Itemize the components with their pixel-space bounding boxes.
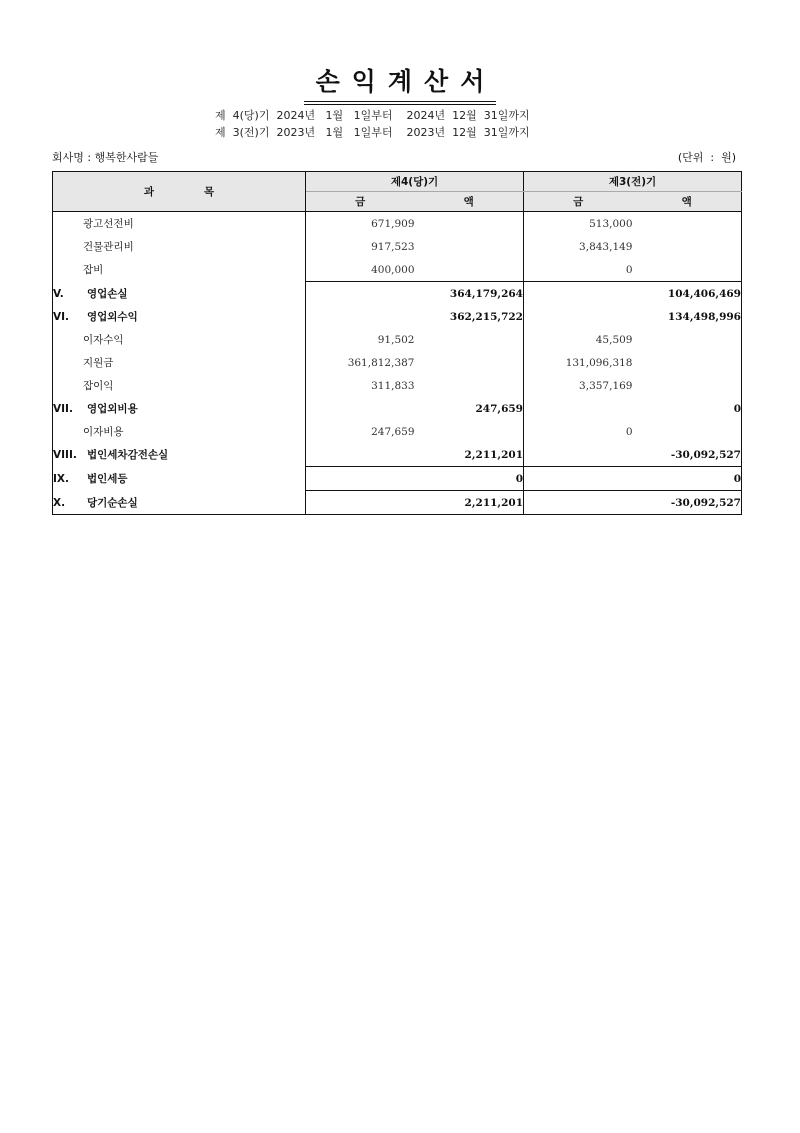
account-name-cell	[53, 467, 306, 491]
table-row	[53, 235, 742, 258]
amount-p3-detail: 3,357,169	[524, 374, 633, 397]
table-row	[53, 212, 742, 236]
account-name-cell	[53, 443, 306, 467]
account-name-cell	[53, 305, 306, 328]
amount-p4-total	[415, 235, 524, 258]
account-label: 영업손실	[87, 287, 128, 300]
period-previous: 제 3(전)기 2023년 1월 1일부터 2023년 12월 31일까지	[215, 126, 530, 139]
period-current: 제 4(당)기 2024년 1월 1일부터 2024년 12월 31일까지	[215, 109, 530, 122]
amount-p4-total	[415, 374, 524, 397]
title-block	[0, 62, 800, 105]
section-number: VIII.	[53, 449, 77, 462]
amount-p3-total: -30,092,527	[633, 491, 742, 515]
account-label: 지원금	[83, 357, 114, 369]
section-number: VI.	[53, 311, 70, 323]
amount-p3-detail	[524, 491, 633, 515]
table-row	[53, 443, 742, 467]
account-name-cell	[53, 351, 306, 374]
amount-p4-total	[415, 258, 524, 282]
amount-p4-detail	[306, 491, 415, 515]
amount-p4-total: 2,211,201	[415, 443, 524, 467]
amount-p4-detail: 400,000	[306, 258, 415, 282]
account-name-cell	[53, 420, 306, 443]
account-label: 잡이익	[83, 380, 114, 392]
account-label: 이자수익	[83, 334, 124, 346]
account-name-cell	[53, 258, 306, 282]
amount-p4-total: 247,659	[415, 397, 524, 420]
amount-p3-total: -30,092,527	[670, 448, 741, 461]
period3-amount-header-left: 금	[524, 192, 633, 212]
amount-p4-total: 362,215,722	[415, 305, 524, 328]
period4-amount-header-right: 액	[415, 192, 524, 212]
account-label: 잡비	[83, 264, 104, 277]
amount-p4-detail: 361,812,387	[306, 351, 415, 374]
amount-p3-detail: 131,096,318	[524, 351, 633, 374]
amount-p3-total	[633, 235, 742, 258]
table-row	[53, 305, 742, 328]
amount-p4-total: 2,211,201	[415, 491, 524, 515]
amount-p3-detail: 0	[524, 420, 633, 443]
account-label: 광고선전비	[83, 218, 134, 230]
income-statement-table	[52, 171, 742, 515]
account-label: 법인세차감전손실	[87, 449, 169, 462]
amount-p3-detail: 3,843,149	[524, 235, 633, 258]
amount-p4-total: 364,179,264	[415, 282, 524, 306]
amount-p4-detail: 91,502	[306, 328, 415, 351]
amount-p3-total: 134,498,996	[667, 310, 741, 323]
amount-p3-total: 0	[633, 467, 742, 491]
amount-p3-total	[633, 212, 742, 236]
amount-p3-detail	[524, 305, 633, 328]
amount-p3-detail	[524, 282, 633, 306]
account-label: 법인세등	[87, 473, 128, 485]
company-name: 회사명 : 행복한사람들	[52, 151, 159, 164]
amount-p3-detail: 45,509	[524, 328, 633, 351]
account-name-cell	[53, 397, 306, 420]
amount-p4-detail	[306, 282, 415, 306]
account-name-cell	[53, 374, 306, 397]
period3-amount-header-right: 액	[633, 192, 742, 212]
period4-amount-header-left: 금	[306, 192, 415, 212]
table-row	[53, 351, 742, 374]
amount-p3-detail: 513,000	[524, 212, 633, 236]
table-row	[53, 467, 742, 491]
amount-p4-total	[415, 328, 524, 351]
table-row	[53, 491, 742, 515]
table-row	[53, 258, 742, 282]
account-label: 영업외수익	[87, 311, 138, 323]
amount-p4-detail: 311,833	[306, 374, 415, 397]
amount-p4-total: 0	[415, 467, 524, 491]
account-name-cell	[53, 282, 306, 306]
table-row	[53, 397, 742, 420]
account-name-cell	[53, 328, 306, 351]
account-label: 당기순손실	[87, 496, 138, 509]
section-number: V.	[53, 287, 64, 300]
amount-p3-total	[633, 328, 742, 351]
amount-p4-detail: 247,659	[306, 420, 415, 443]
amount-p4-detail	[306, 467, 415, 491]
amount-p3-total	[633, 258, 742, 282]
amount-p3-detail	[524, 467, 633, 491]
unit-label: (단위 : 원)	[677, 151, 736, 164]
amount-p3-detail	[524, 443, 633, 467]
amount-p4-detail: 671,909	[306, 212, 415, 236]
table-row	[53, 328, 742, 351]
amount-p3-detail	[524, 397, 633, 420]
table-row	[53, 374, 742, 397]
account-name-cell	[53, 212, 306, 236]
account-column-header: 과목	[53, 172, 306, 212]
section-number: IX.	[53, 473, 69, 485]
amount-p3-total	[633, 420, 742, 443]
table-row	[53, 282, 742, 306]
account-name-cell	[53, 491, 306, 515]
amount-p3-total	[633, 351, 742, 374]
amount-p4-total	[415, 420, 524, 443]
period3-header: 제3(전)기	[524, 172, 742, 192]
amount-p4-detail	[306, 443, 415, 467]
amount-p4-total	[415, 212, 524, 236]
period4-header: 제4(당)기	[306, 172, 524, 192]
document-title: 손익계산서	[304, 62, 497, 105]
amount-p3-total	[633, 374, 742, 397]
section-number: X.	[53, 496, 66, 509]
amount-p3-detail: 0	[524, 258, 633, 282]
account-label: 건물관리비	[83, 241, 134, 253]
amount-p3-total: 0	[733, 402, 741, 415]
account-name-cell	[53, 235, 306, 258]
section-number: VII.	[53, 403, 73, 415]
amount-p3-total: 104,406,469	[633, 282, 742, 306]
account-label: 이자비용	[83, 426, 124, 438]
amount-p4-detail: 917,523	[306, 235, 415, 258]
amount-p4-detail	[306, 397, 415, 420]
amount-p4-total	[415, 351, 524, 374]
account-label: 영업외비용	[87, 403, 138, 415]
table-row	[53, 420, 742, 443]
amount-p4-detail	[306, 305, 415, 328]
